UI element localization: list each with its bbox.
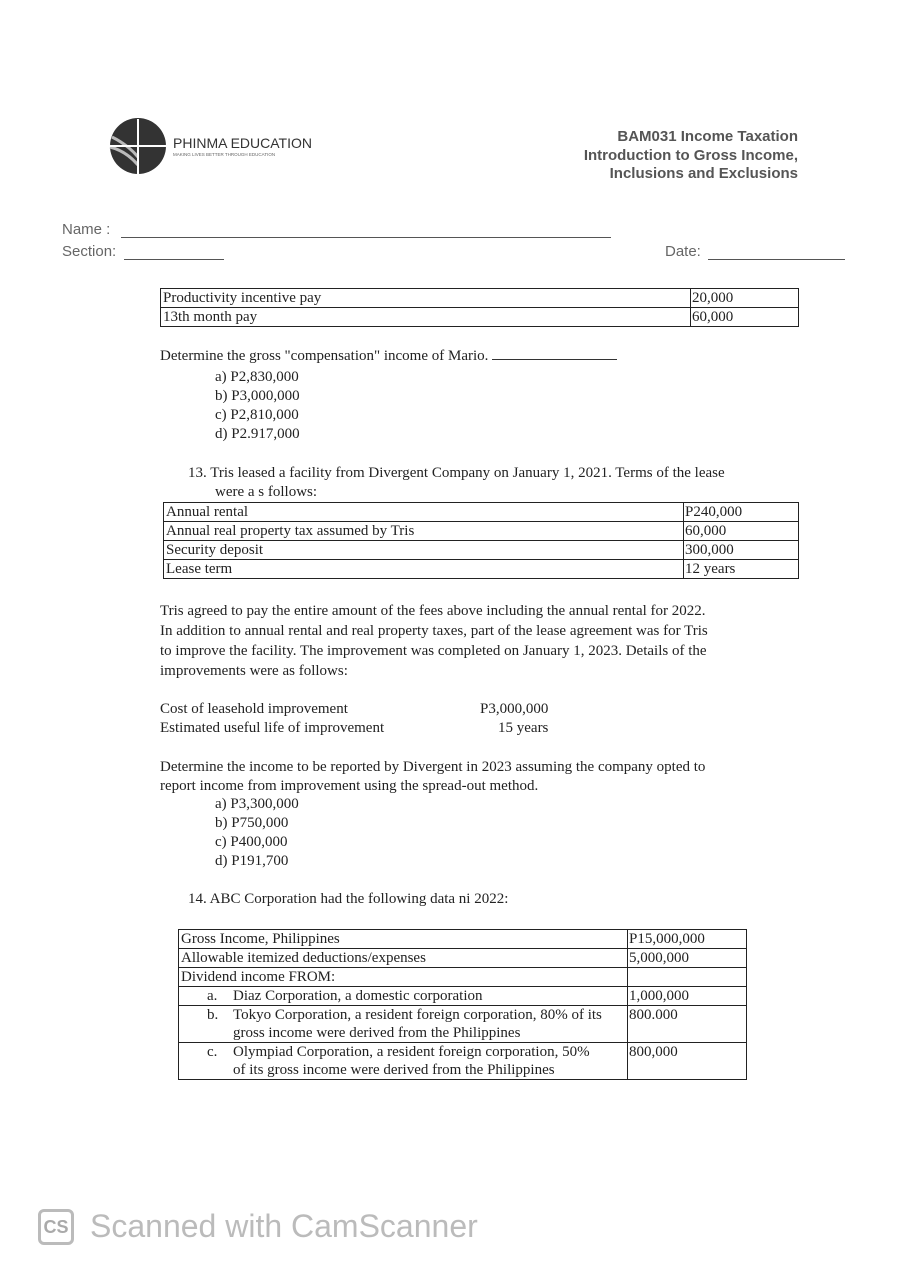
- item-cell: Olympiad Corporation, a resident foreign corporation, 50% of its gross income were derived from the Philippines: [233, 1044, 590, 1078]
- name-field[interactable]: [121, 237, 611, 238]
- q14-line: 14. ABC Corporation had the following data ni 2022:: [188, 891, 509, 907]
- q12-option-c: c) P2,810,000: [215, 407, 299, 423]
- answer-blank[interactable]: [492, 359, 617, 360]
- detail-value: P3,000,000: [480, 701, 549, 717]
- table-row: [164, 503, 799, 522]
- amount-cell: 5,000,000: [628, 949, 747, 968]
- amount-cell: 300,000: [684, 541, 799, 560]
- section-label: Section:: [62, 243, 117, 260]
- q13-option-a: a) P3,300,000: [215, 796, 299, 812]
- amount-cell: P15,000,000: [628, 930, 747, 949]
- table-row: [164, 541, 799, 560]
- table-row: [179, 949, 747, 968]
- table-row: [164, 560, 799, 579]
- item-cell: Tokyo Corporation, a resident foreign corporation, 80% of its gross income were derived from the Philippines: [233, 1007, 602, 1041]
- org-name: PHINMA EDUCATION: [173, 135, 312, 151]
- q13-paragraph-line: In addition to annual rental and real property taxes, part of the lease agreement was for Tris: [160, 623, 708, 639]
- amount-cell: 60,000: [691, 308, 799, 327]
- table-row: [164, 522, 799, 541]
- amount-cell: 60,000: [684, 522, 799, 541]
- table-row: [179, 1006, 747, 1043]
- item-cell: Dividend income FROM:: [179, 968, 628, 987]
- abc-data-table: [178, 929, 747, 1080]
- sub-letter: c.: [207, 1044, 218, 1060]
- item-cell: Security deposit: [164, 541, 684, 560]
- sub-letter: a.: [207, 988, 218, 1004]
- amount-cell: [628, 968, 747, 987]
- topic-title-line1: Introduction to Gross Income,: [583, 147, 798, 164]
- q13-prompt-line: Determine the income to be reported by Divergent in 2023 assuming the company opted to: [160, 759, 706, 775]
- table-row: [179, 930, 747, 949]
- detail-label: Estimated useful life of improvement: [160, 720, 385, 736]
- q13-option-b: b) P750,000: [215, 815, 289, 831]
- detail-value: 15 years: [498, 720, 549, 736]
- item-cell: Allowable itemized deductions/expenses: [179, 949, 628, 968]
- sub-letter: b.: [207, 1007, 219, 1023]
- q13-paragraph-line: improvements were as follows:: [160, 663, 348, 679]
- section-field[interactable]: [124, 259, 224, 260]
- q13-line2: were a s follows:: [215, 484, 318, 500]
- table-row: [179, 987, 747, 1006]
- item-cell: Gross Income, Philippines: [179, 930, 628, 949]
- q13-option-c: c) P400,000: [215, 834, 288, 850]
- table-row: [179, 1043, 747, 1080]
- compensation-table: [160, 288, 799, 327]
- q13-option-d: d) P191,700: [215, 853, 289, 869]
- item-cell: Lease term: [164, 560, 684, 579]
- q12-option-b: b) P3,000,000: [215, 388, 300, 404]
- q12-option-d: d) P2.917,000: [215, 426, 300, 442]
- amount-cell: 800,000: [628, 1043, 747, 1080]
- detail-label: Cost of leasehold improvement: [160, 701, 348, 717]
- phinma-logo-icon: [108, 117, 168, 175]
- table-row: [179, 968, 747, 987]
- camscanner-watermark: Scanned with CamScanner: [90, 1208, 478, 1244]
- q13-paragraph-line: Tris agreed to pay the entire amount of the fees above including the annual rental for 2022.: [160, 603, 706, 619]
- amount-cell: 1,000,000: [628, 987, 747, 1006]
- date-label: Date:: [665, 243, 701, 260]
- org-tagline: MAKING LIVES BETTER THROUGH EDUCATION: [173, 152, 276, 157]
- camscanner-logo-icon: CS: [38, 1209, 74, 1245]
- item-cell: Annual real property tax assumed by Tris: [164, 522, 684, 541]
- q13-line1: 13. Tris leased a facility from Divergent Company on January 1, 2021. Terms of the lease: [188, 465, 725, 481]
- course-title: BAM031 Income Taxation: [617, 128, 798, 145]
- q12-prompt: [160, 348, 617, 365]
- amount-cell: 800.000: [628, 1006, 747, 1043]
- date-field[interactable]: [708, 259, 845, 260]
- name-label: Name :: [62, 221, 111, 238]
- q12-option-a: a) P2,830,000: [215, 369, 299, 385]
- q12-prompt-text: Determine the gross "compensation" income of Mario.: [160, 348, 489, 364]
- topic-title-line2: Inclusions and Exclusions: [609, 165, 798, 182]
- item-cell: 13th month pay: [161, 308, 691, 327]
- item-cell: Annual rental: [164, 503, 684, 522]
- q13-prompt-line: report income from improvement using the spread-out method.: [160, 778, 539, 794]
- item-cell: Diaz Corporation, a domestic corporation: [233, 988, 483, 1004]
- table-row: [161, 289, 799, 308]
- amount-cell: 12 years: [684, 560, 799, 579]
- q13-paragraph-line: to improve the facility. The improvement was completed on January 1, 2023. Details of the: [160, 643, 707, 659]
- lease-terms-table: [163, 502, 799, 579]
- item-cell: Productivity incentive pay: [161, 289, 691, 308]
- amount-cell: P240,000: [684, 503, 799, 522]
- amount-cell: 20,000: [691, 289, 799, 308]
- table-row: [161, 308, 799, 327]
